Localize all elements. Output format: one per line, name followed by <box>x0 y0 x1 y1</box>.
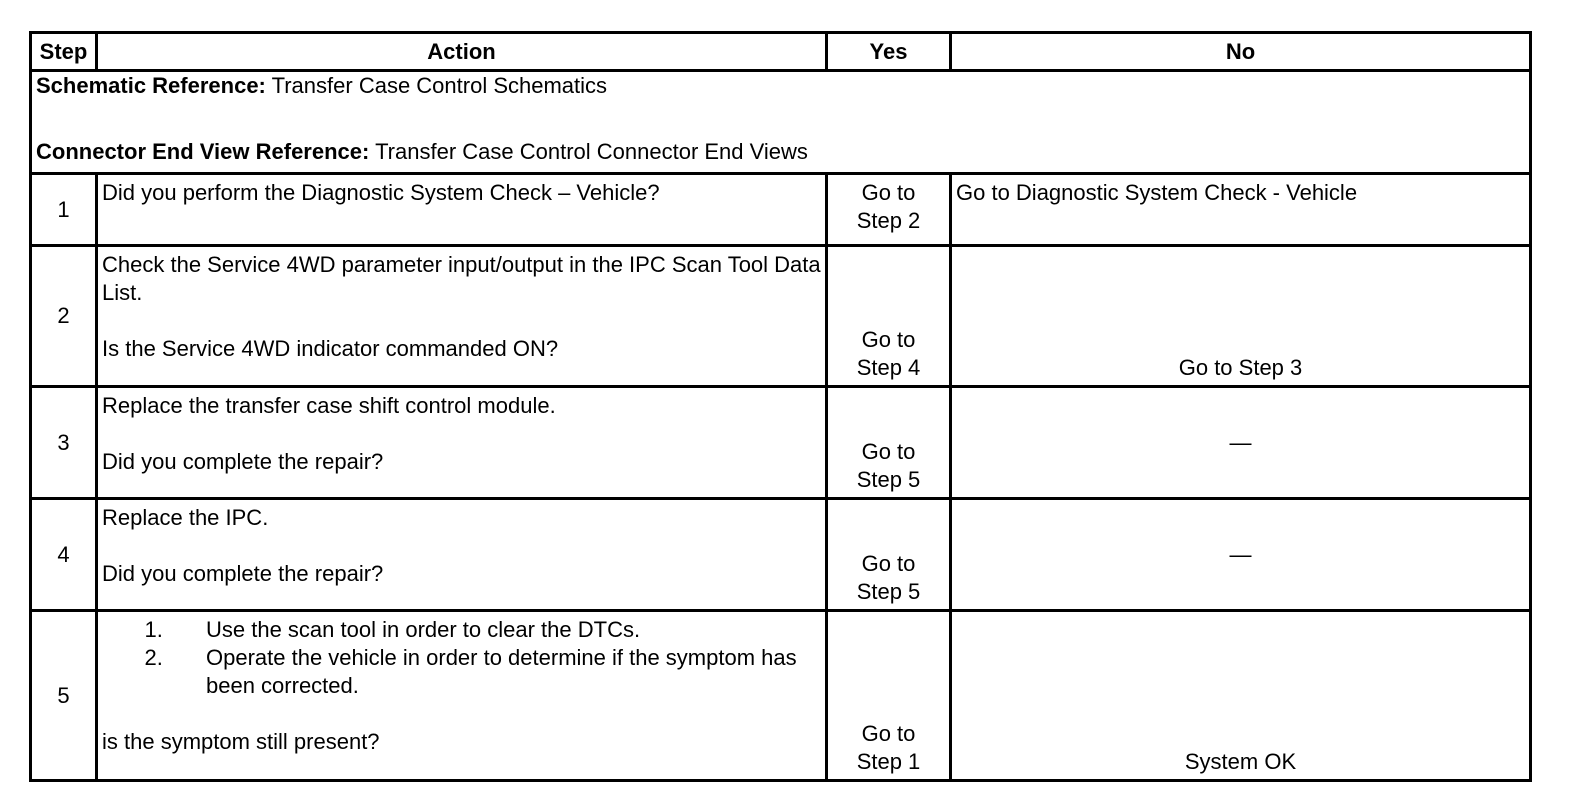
table-row <box>31 387 1531 499</box>
schematic-reference-value: Transfer Case Control Schematics <box>271 73 608 98</box>
no-cell: Go to Diagnostic System Check - Vehicle <box>951 174 1531 246</box>
table-row <box>31 611 1531 781</box>
action-question: Is the Service 4WD indicator commanded ON? <box>102 336 559 361</box>
yes-goto: Go to <box>861 180 916 205</box>
step-number: 3 <box>31 387 97 499</box>
reference-row <box>31 71 1531 174</box>
table-row <box>31 174 1531 246</box>
header-action: Action <box>97 33 827 71</box>
yes-cell <box>827 611 951 781</box>
action-instruction: Replace the IPC. <box>102 505 269 530</box>
yes-cell <box>827 499 951 611</box>
action-question: Did you complete the repair? <box>102 561 384 586</box>
step-number: 4 <box>31 499 97 611</box>
action-question: Did you perform the Diagnostic System Check – Vehicle? <box>102 180 660 205</box>
connector-reference <box>36 138 1525 166</box>
schematic-reference <box>36 72 1525 100</box>
yes-goto: Go to <box>861 721 916 746</box>
no-cell: Go to Step 3 <box>951 246 1531 387</box>
yes-step: Step 5 <box>856 579 921 604</box>
reference-cell <box>31 71 1531 174</box>
action-instruction: Check the Service 4WD parameter input/output in the IPC Scan Tool Data List. <box>102 252 821 305</box>
table-row <box>31 499 1531 611</box>
yes-goto: Go to <box>861 439 916 464</box>
yes-goto: Go to <box>861 551 916 576</box>
yes-step: Step 5 <box>856 467 921 492</box>
step-number: 2 <box>31 246 97 387</box>
action-cell <box>97 611 827 781</box>
yes-goto: Go to <box>861 327 916 352</box>
header-step: Step <box>31 33 97 71</box>
table-row <box>31 246 1531 387</box>
step-number: 1 <box>31 174 97 246</box>
header-yes: Yes <box>827 33 951 71</box>
no-cell: — <box>951 387 1531 499</box>
connector-reference-label: Connector End View Reference: <box>36 139 370 164</box>
diagnostic-table <box>29 31 1532 782</box>
no-cell: System OK <box>951 611 1531 781</box>
list-item: 2. Operate the vehicle in order to determine if the symptom has been corrected. <box>169 644 821 700</box>
no-cell: — <box>951 499 1531 611</box>
yes-cell <box>827 387 951 499</box>
yes-step: Step 4 <box>856 355 921 380</box>
action-cell <box>97 174 827 246</box>
action-cell <box>97 499 827 611</box>
header-no: No <box>951 33 1531 71</box>
action-numbered-list <box>102 616 821 700</box>
step-number: 5 <box>31 611 97 781</box>
yes-cell <box>827 174 951 246</box>
yes-step: Step 2 <box>856 208 921 233</box>
schematic-reference-label: Schematic Reference: <box>36 73 266 98</box>
action-question: Did you complete the repair? <box>102 449 384 474</box>
action-cell <box>97 246 827 387</box>
yes-step: Step 1 <box>856 749 921 774</box>
yes-cell <box>827 246 951 387</box>
action-instruction: Replace the transfer case shift control module. <box>102 393 556 418</box>
connector-reference-value: Transfer Case Control Connector End Views <box>375 139 808 164</box>
action-question: is the symptom still present? <box>102 729 380 754</box>
action-cell <box>97 387 827 499</box>
list-item: 1. Use the scan tool in order to clear the DTCs. <box>169 616 821 644</box>
header-row <box>31 33 1531 71</box>
